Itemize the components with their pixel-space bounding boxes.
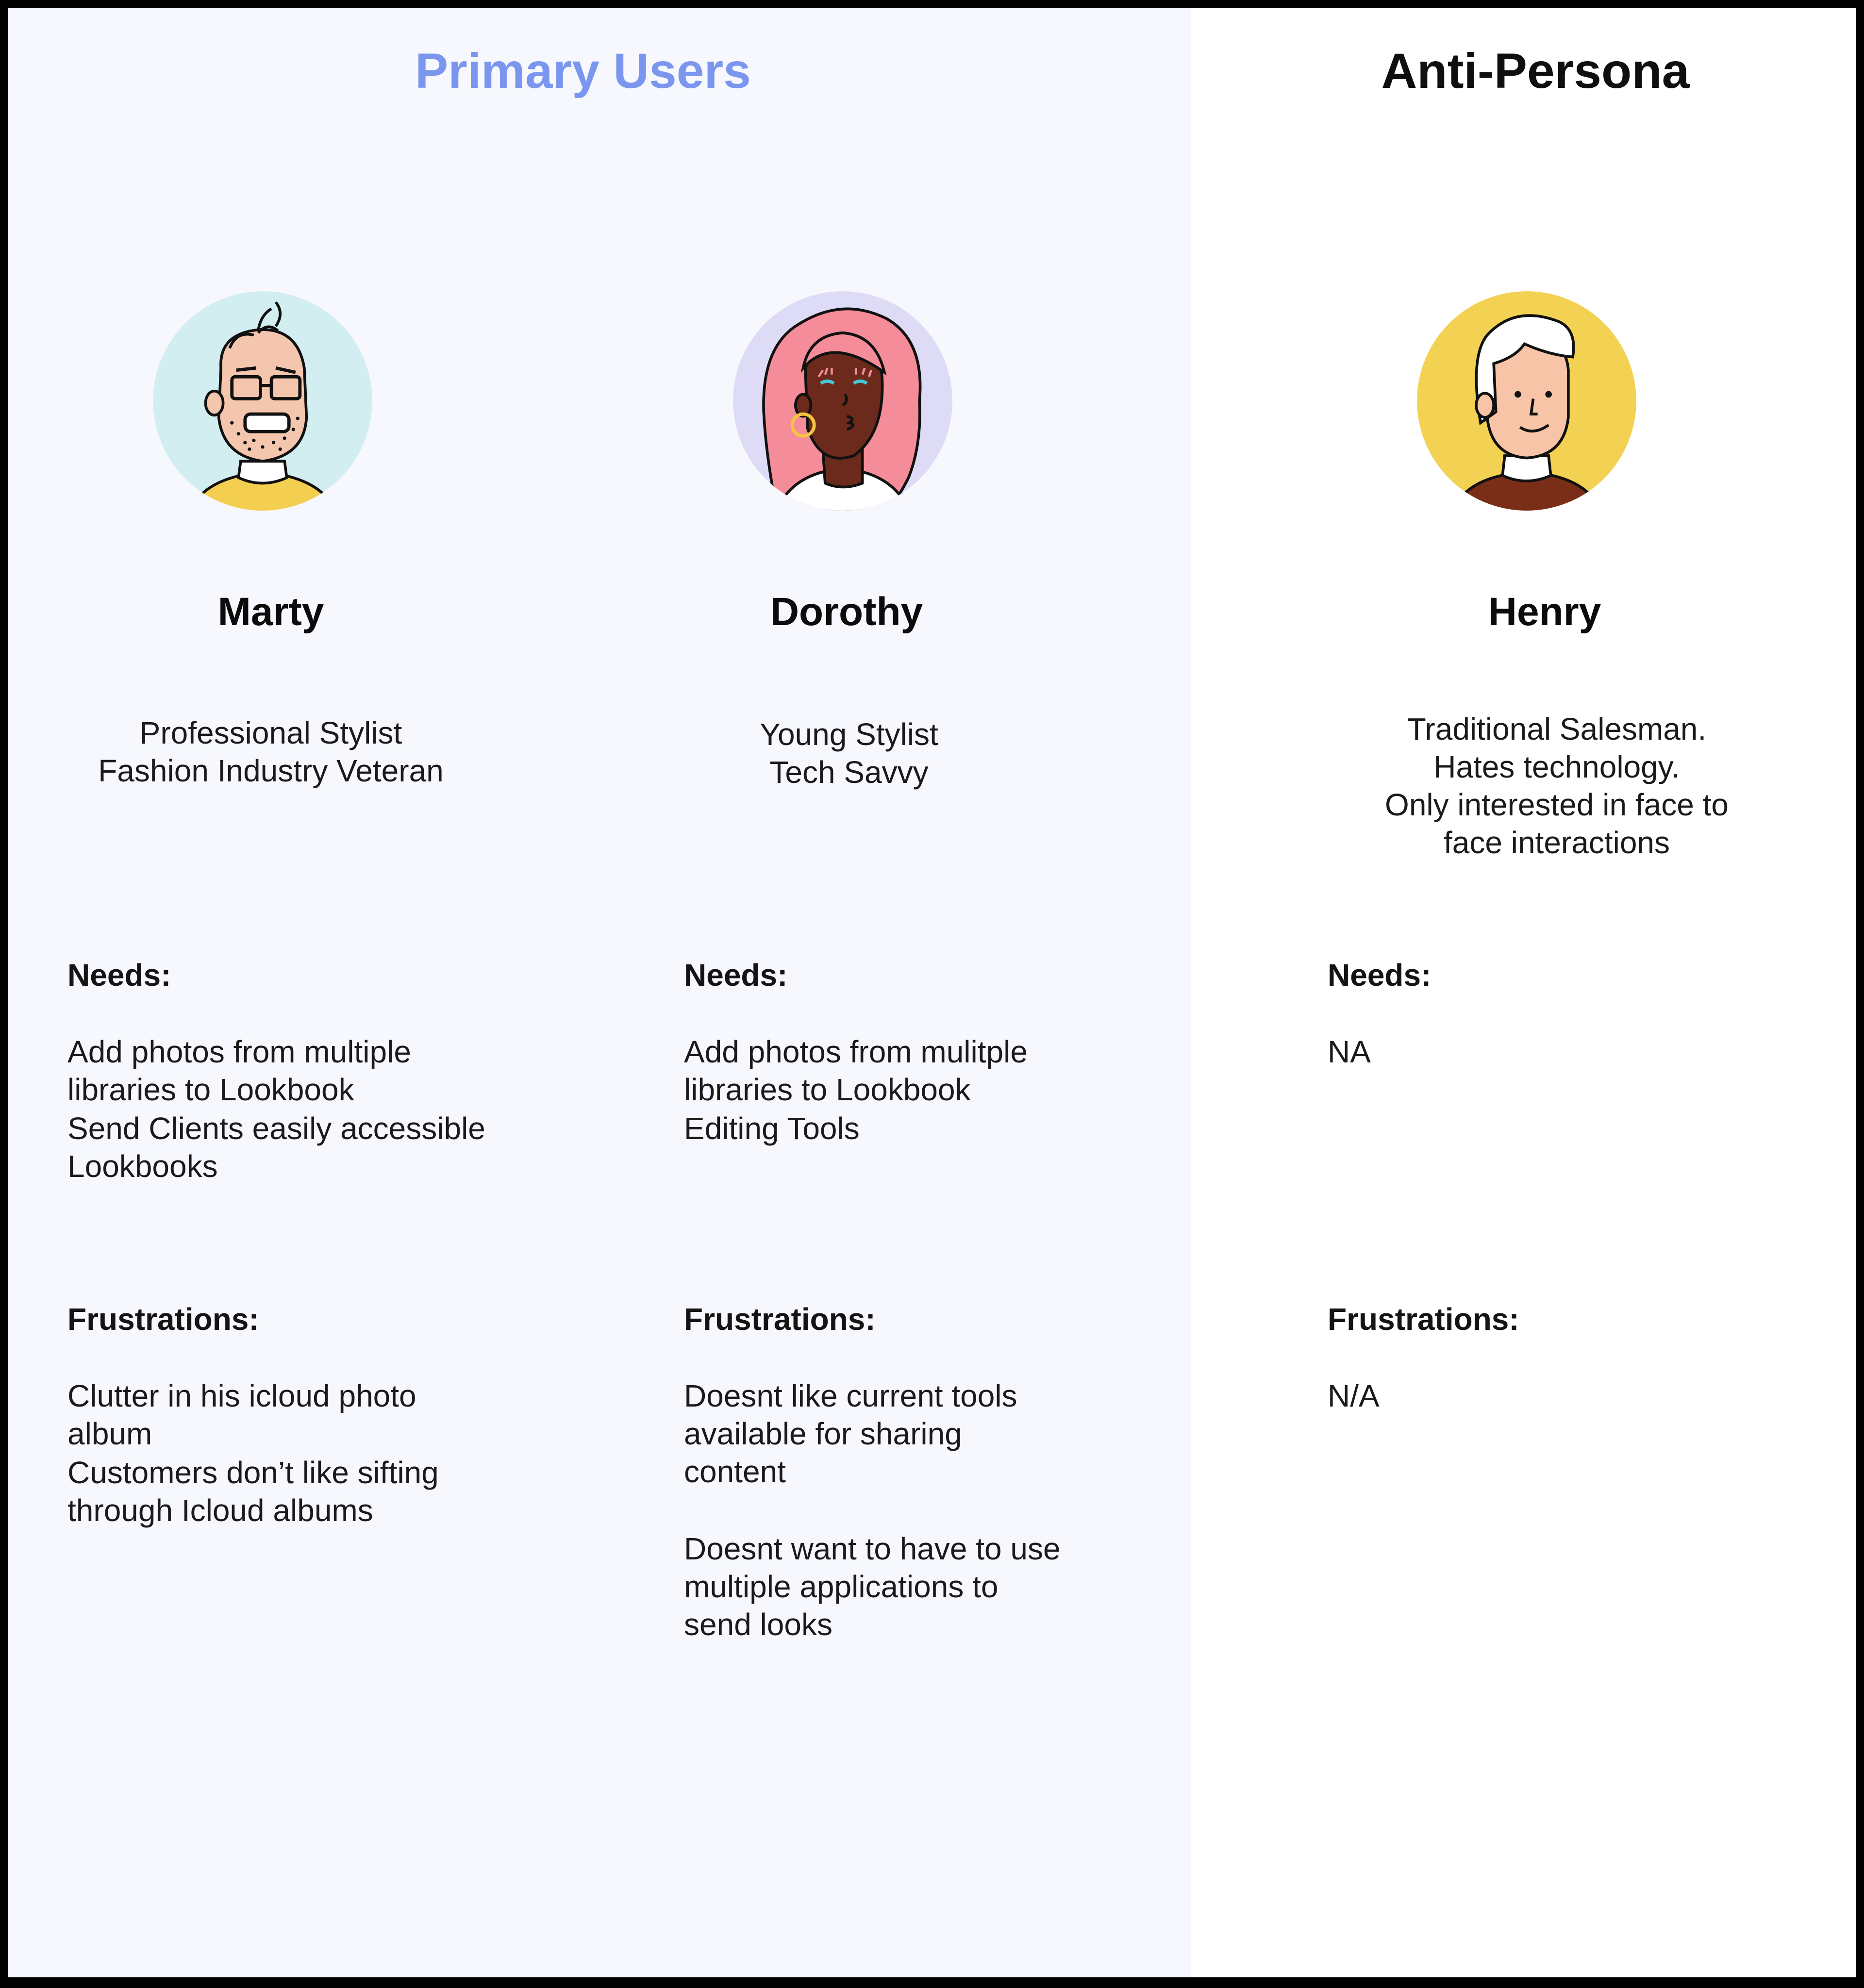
woman-pink-hair-avatar-icon <box>733 291 952 511</box>
frustration-item-marty-2: Customers don’t like sifting through Icloud albums <box>67 1455 439 1528</box>
frustration-item-henry-1: N/A <box>1328 1378 1380 1413</box>
persona-description-henry: Traditional Salesman. Hates technology. Only interested in face to face interactions <box>1385 712 1729 860</box>
need-item-dorothy-2: Editing Tools <box>684 1111 860 1146</box>
frustration-item-dorothy-1: Doesnt like current tools available for sharing content <box>684 1378 1017 1489</box>
needs-label-dorothy: Needs: <box>684 958 788 993</box>
frustrations-label-dorothy: Frustrations: <box>684 1302 876 1337</box>
need-item-dorothy-1: Add photos from mulitple libraries to Lookbook <box>684 1034 1028 1107</box>
frustrations-label-henry: Frustrations: <box>1328 1302 1519 1337</box>
persona-name-dorothy: Dorothy <box>770 590 923 634</box>
persona-name-henry: Henry <box>1488 590 1601 634</box>
man-with-glasses-avatar-icon <box>153 291 372 511</box>
needs-label-marty: Needs: <box>67 958 171 993</box>
persona-description-marty: Professional Stylist Fashion Industry Veteran <box>98 715 444 788</box>
frustration-item-marty-1: Clutter in his icloud photo album <box>67 1378 416 1451</box>
frustrations-label-marty: Frustrations: <box>67 1302 259 1337</box>
need-item-marty-2: Send Clients easily accessible Lookbooks <box>67 1111 485 1184</box>
persona-board <box>8 8 1856 1977</box>
persona-name-marty: Marty <box>217 590 324 634</box>
needs-label-henry: Needs: <box>1328 958 1431 993</box>
frustration-item-dorothy-2: Doesnt want to have to use multiple applications to send looks <box>684 1531 1061 1642</box>
need-item-henry-1: NA <box>1328 1034 1371 1069</box>
need-item-marty-1: Add photos from multiple libraries to Lookbook <box>67 1034 411 1107</box>
anti-persona-title: Anti-Persona <box>1381 43 1690 99</box>
primary-users-title: Primary Users <box>415 43 751 99</box>
man-white-hair-avatar-icon <box>1417 291 1636 511</box>
persona-description-dorothy: Young Stylist Tech Savvy <box>760 717 938 790</box>
